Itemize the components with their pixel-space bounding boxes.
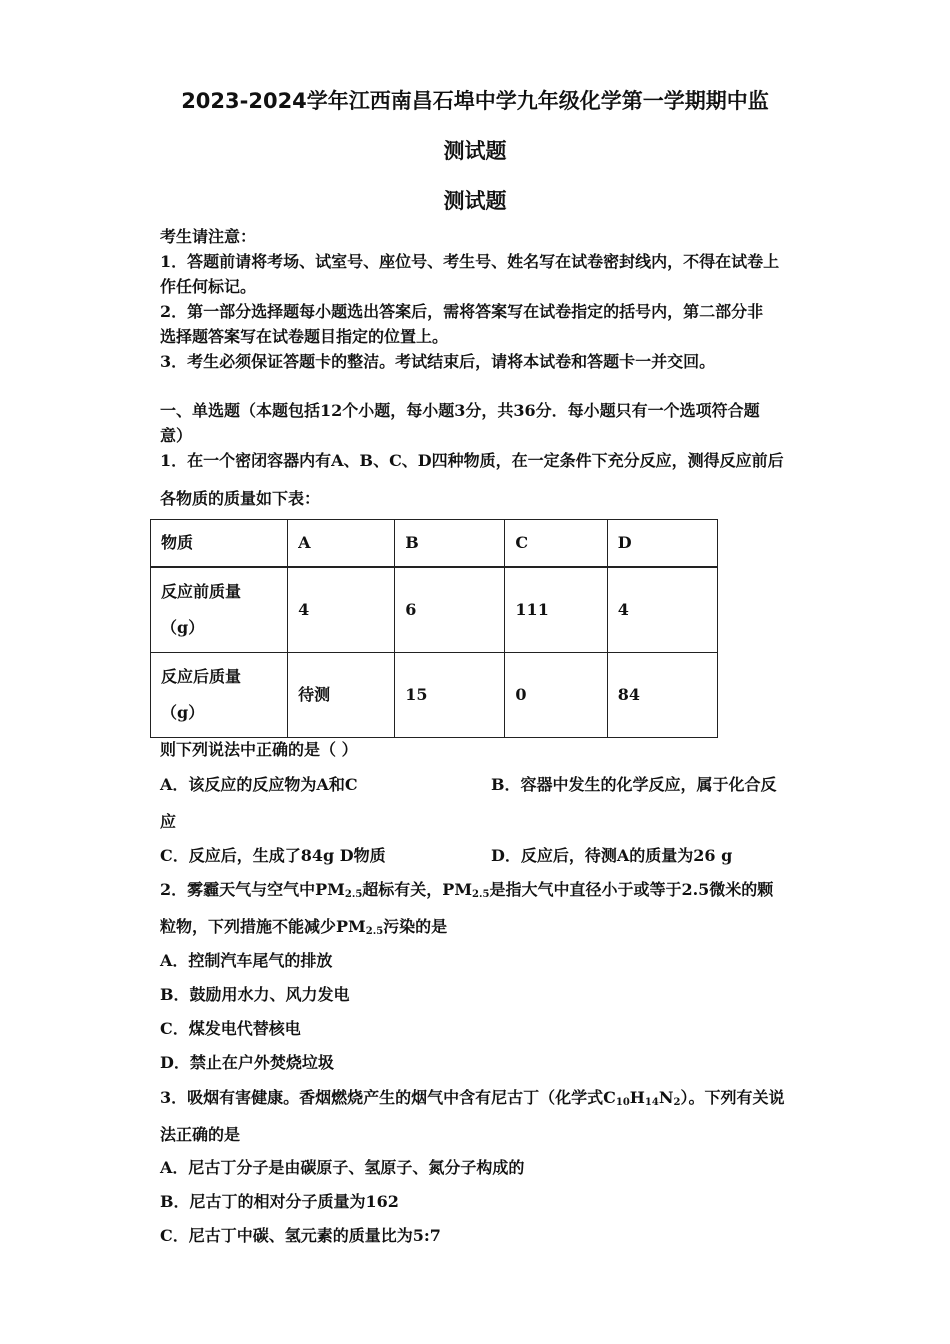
table-header-cell: 物质 xyxy=(151,520,288,568)
row-label-unit: （g） xyxy=(161,618,205,637)
table-cell: 待测 xyxy=(288,653,395,738)
formula-element: H xyxy=(629,1088,645,1107)
row-label-line: 反应后质量 xyxy=(161,667,242,686)
subscript: 2 xyxy=(673,1097,681,1108)
notice-line: 作任何标记。 xyxy=(160,277,257,296)
q2-option-d: D．禁止在户外焚烧垃圾 xyxy=(160,1053,334,1072)
q2-text: 粒物，下列措施不能减少PM xyxy=(160,917,366,936)
notice-line: 2．第一部分选择题每小题选出答案后，需将答案写在试卷指定的括号内，第二部分非 xyxy=(160,302,764,321)
q1-question: 则下列说法中正确的是（ ） xyxy=(160,740,358,759)
table-row xyxy=(151,567,718,653)
title-line-2: 测试题 xyxy=(443,139,507,163)
notice-line: 3．考生必须保证答题卡的整洁。考试结束后，请将本试卷和答题卡一并交回。 xyxy=(160,352,716,371)
q2-text: 2．雾霾天气与空气中PM xyxy=(160,880,345,899)
q1-option-b-cont: 应 xyxy=(160,812,177,831)
table-header-cell: B xyxy=(395,520,505,568)
section-heading-cont: 意） xyxy=(160,426,193,445)
q3-option-c: C．尼古丁中碳、氢元素的质量比为5:7 xyxy=(160,1226,441,1245)
notice-line: 1．答题前请将考场、试室号、座位号、考生号、姓名写在试卷密封线内，不得在试卷上 xyxy=(160,252,780,271)
q3-text: ）。下列有关说 xyxy=(680,1088,785,1107)
q2-text: 是指大气中直径小于或等于2.5微米的颗 xyxy=(489,880,774,899)
q1-option-c: C．反应后，生成了84g D物质 xyxy=(160,846,386,865)
q2-text: 污染的是 xyxy=(383,917,448,936)
table-row-label xyxy=(151,653,288,738)
title-line-3: 测试题 xyxy=(443,189,507,213)
table-header-cell: A xyxy=(288,520,395,568)
table-cell: 6 xyxy=(395,567,505,653)
table-row xyxy=(151,653,718,738)
table-row-label xyxy=(151,567,288,653)
table-cell: 4 xyxy=(607,567,717,653)
q3-option-a: A．尼古丁分子是由碳原子、氢原子、氮分子构成的 xyxy=(160,1158,525,1177)
mass-table xyxy=(150,519,718,738)
table-header-cell: D xyxy=(607,520,717,568)
subscript: 2.5 xyxy=(472,889,490,900)
q3-stem-line-1 xyxy=(160,1087,784,1114)
row-label-unit: （g） xyxy=(161,703,205,722)
title-line-1: 2023-2024学年江西南昌石埠中学九年级化学第一学期期中监 xyxy=(181,89,769,113)
subscript: 2.5 xyxy=(365,926,384,937)
q3-text: 3．吸烟有害健康。香烟燃烧产生的烟气中含有尼古丁（化学式C xyxy=(160,1088,616,1107)
subscript: 10 xyxy=(615,1097,630,1108)
notice-line: 选择题答案写在试卷题目指定的位置上。 xyxy=(160,327,449,346)
row-label-line: 反应前质量 xyxy=(161,582,242,601)
table-header-cell: C xyxy=(505,520,607,568)
q1-stem-line-1: 1．在一个密闭容器内有A、B、C、D四种物质，在一定条件下充分反应，测得反应前后 xyxy=(160,451,784,470)
subscript: 14 xyxy=(644,1097,659,1108)
q2-stem-line-1 xyxy=(160,879,773,906)
q1-stem-line-2: 各物质的质量如下表： xyxy=(160,489,321,508)
table-cell: 111 xyxy=(505,567,607,653)
subscript: 2.5 xyxy=(344,889,363,900)
notice-heading: 考生请注意： xyxy=(160,227,257,246)
table-cell: 84 xyxy=(607,653,717,738)
q1-option-d: D．反应后，待测A的质量为26 g xyxy=(491,846,733,865)
q2-text: 超标有关，PM xyxy=(362,880,473,899)
q2-stem-line-2 xyxy=(160,916,447,943)
formula-element: N xyxy=(658,1088,674,1107)
table-cell: 0 xyxy=(505,653,607,738)
q3-option-b: B．尼古丁的相对分子质量为162 xyxy=(160,1192,399,1211)
table-cell: 15 xyxy=(395,653,505,738)
q2-option-b: B．鼓励用水力、风力发电 xyxy=(160,985,350,1004)
section-heading: 一、单选题（本题包括12个小题，每小题3分，共36分．每小题只有一个选项符合题 xyxy=(160,401,760,420)
q1-option-a: A．该反应的反应物为A和C xyxy=(160,775,358,794)
q3-stem-line-2: 法正确的是 xyxy=(160,1125,241,1144)
table-cell: 4 xyxy=(288,567,395,653)
q2-option-a: A．控制汽车尾气的排放 xyxy=(160,951,333,970)
q2-option-c: C．煤发电代替核电 xyxy=(160,1019,301,1038)
table-header-row xyxy=(151,520,718,568)
q1-option-b: B．容器中发生的化学反应，属于化合反 xyxy=(491,775,777,794)
